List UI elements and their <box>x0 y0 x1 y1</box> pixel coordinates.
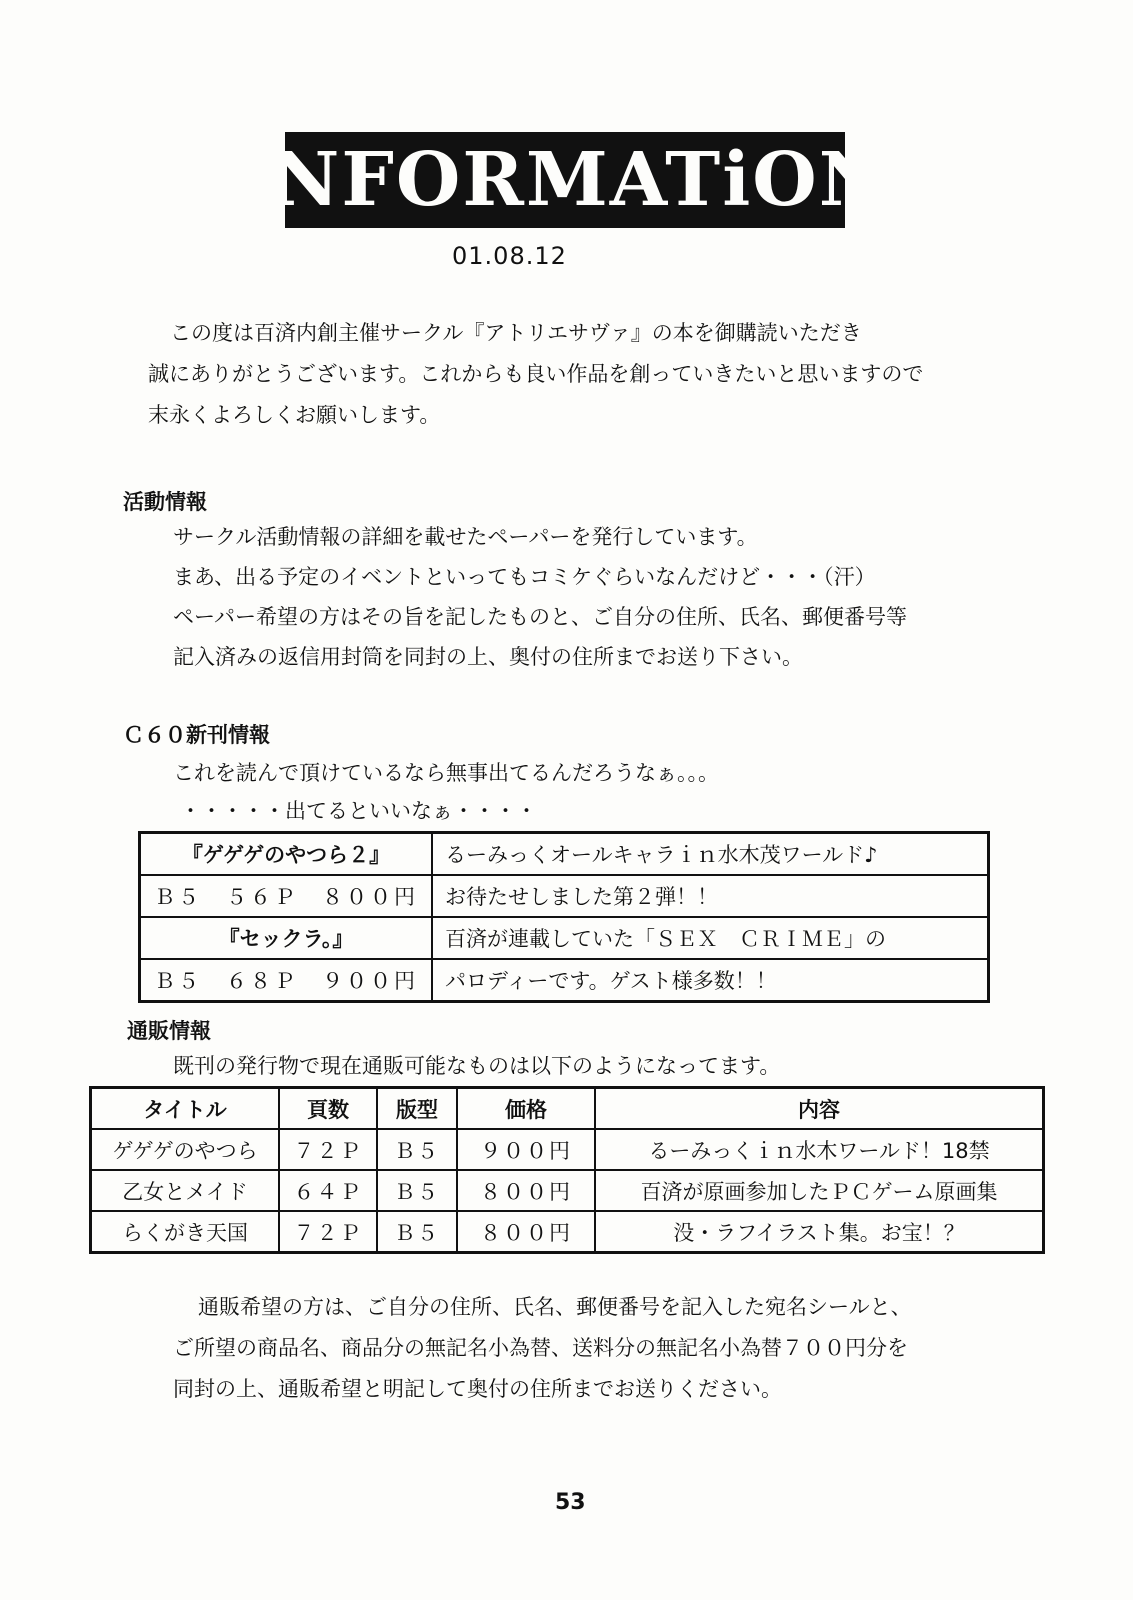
column-header: 版型 <box>377 1088 457 1130</box>
title-banner <box>241 132 889 228</box>
book-title: 『セックラ。』 <box>140 917 433 959</box>
activity-heading: 活動情報 <box>123 490 207 514</box>
intro-line-1: この度は百済内創主催サークル『アトリエサヴァ』の本を御購読いただき <box>170 321 862 345</box>
table-row <box>140 959 989 1002</box>
table-row <box>140 833 989 876</box>
table-cell: Ｂ５ <box>377 1211 457 1253</box>
book-spec: Ｂ５ ６８Ｐ ９００円 <box>140 959 433 1002</box>
closing-line-3: 同封の上、通販希望と明記して奥付の住所までお送りください。 <box>173 1377 782 1401</box>
table-cell: 没・ラフイラスト集。お宝！？ <box>595 1211 1044 1253</box>
new-books-line-2: ・・・・・出てるといいなぁ・・・・ <box>180 799 537 823</box>
mail-order-heading: 通販情報 <box>127 1019 211 1043</box>
table-cell: るーみっくｉｎ水木ワールド！18禁 <box>595 1129 1044 1170</box>
intro-line-3: 末永くよろしくお願いします。 <box>148 403 441 427</box>
table-cell: 乙女とメイド <box>91 1170 280 1211</box>
table-cell: ７２Ｐ <box>279 1211 377 1253</box>
table-cell: らくがき天国 <box>91 1211 280 1253</box>
table-row <box>140 875 989 917</box>
table-cell: ８００円 <box>457 1170 595 1211</box>
new-books-table <box>138 831 990 1003</box>
activity-line-1: サークル活動情報の詳細を載せたペーパーを発行しています。 <box>173 525 758 549</box>
column-header: 内容 <box>595 1088 1044 1130</box>
mail-order-table <box>89 1086 1045 1254</box>
intro-line-2: 誠にありがとうございます。これからも良い作品を創っていきたいと思いますので <box>148 362 924 386</box>
new-books-heading: Ｃ６０新刊情報 <box>123 723 270 747</box>
book-title: 『ゲゲゲのやつら２』 <box>140 833 433 876</box>
activity-line-3: ペーパー希望の方はその旨を記したものと、ご自分の住所、氏名、郵便番号等 <box>173 605 907 629</box>
activity-line-4: 記入済みの返信用封筒を同封の上、奥付の住所までお送り下さい。 <box>173 645 803 669</box>
activity-line-2: まあ、出る予定のイベントといってもコミケぐらいなんだけど・・・（汗） <box>173 565 876 589</box>
table-cell: ６４Ｐ <box>279 1170 377 1211</box>
new-books-line-1: これを読んで頂けているなら無事出てるんだろうなぁ。。。 <box>173 761 719 785</box>
table-cell: Ｂ５ <box>377 1129 457 1170</box>
table-cell: ９００円 <box>457 1129 595 1170</box>
table-row <box>91 1129 1044 1170</box>
book-description: るーみっくオールキャラｉｎ水木茂ワールド♪ <box>432 833 989 876</box>
table-header-row <box>91 1088 1044 1130</box>
book-description: お待たせしました第２弾！！ <box>432 875 989 917</box>
table-cell: ゲゲゲのやつら <box>91 1129 280 1170</box>
table-row <box>91 1170 1044 1211</box>
issue-date: 01.08.12 <box>452 242 567 270</box>
book-spec: Ｂ５ ５６Ｐ ８００円 <box>140 875 433 917</box>
book-description: パロディーです。ゲスト様多数！！ <box>432 959 989 1002</box>
closing-line-2: ご所望の商品名、商品分の無記名小為替、送料分の無記名小為替７００円分を <box>173 1336 908 1360</box>
column-header: タイトル <box>91 1088 280 1130</box>
column-header: 価格 <box>457 1088 595 1130</box>
table-row <box>91 1211 1044 1253</box>
table-cell: Ｂ５ <box>377 1170 457 1211</box>
table-cell: ７２Ｐ <box>279 1129 377 1170</box>
mail-order-line: 既刊の発行物で現在通販可能なものは以下のようになってます。 <box>173 1054 781 1078</box>
column-header: 頁数 <box>279 1088 377 1130</box>
table-cell: 百済が原画参加したＰＣゲーム原画集 <box>595 1170 1044 1211</box>
closing-line-1: 通販希望の方は、ご自分の住所、氏名、郵便番号を記入した宛名シールと、 <box>198 1295 912 1319</box>
table-cell: ８００円 <box>457 1211 595 1253</box>
table-row <box>140 917 989 959</box>
page-number: 53 <box>555 1490 586 1515</box>
page-title: iNFORMATiON <box>241 137 889 223</box>
book-description: 百済が連載していた「ＳＥＸ ＣＲＩＭＥ」の <box>432 917 989 959</box>
